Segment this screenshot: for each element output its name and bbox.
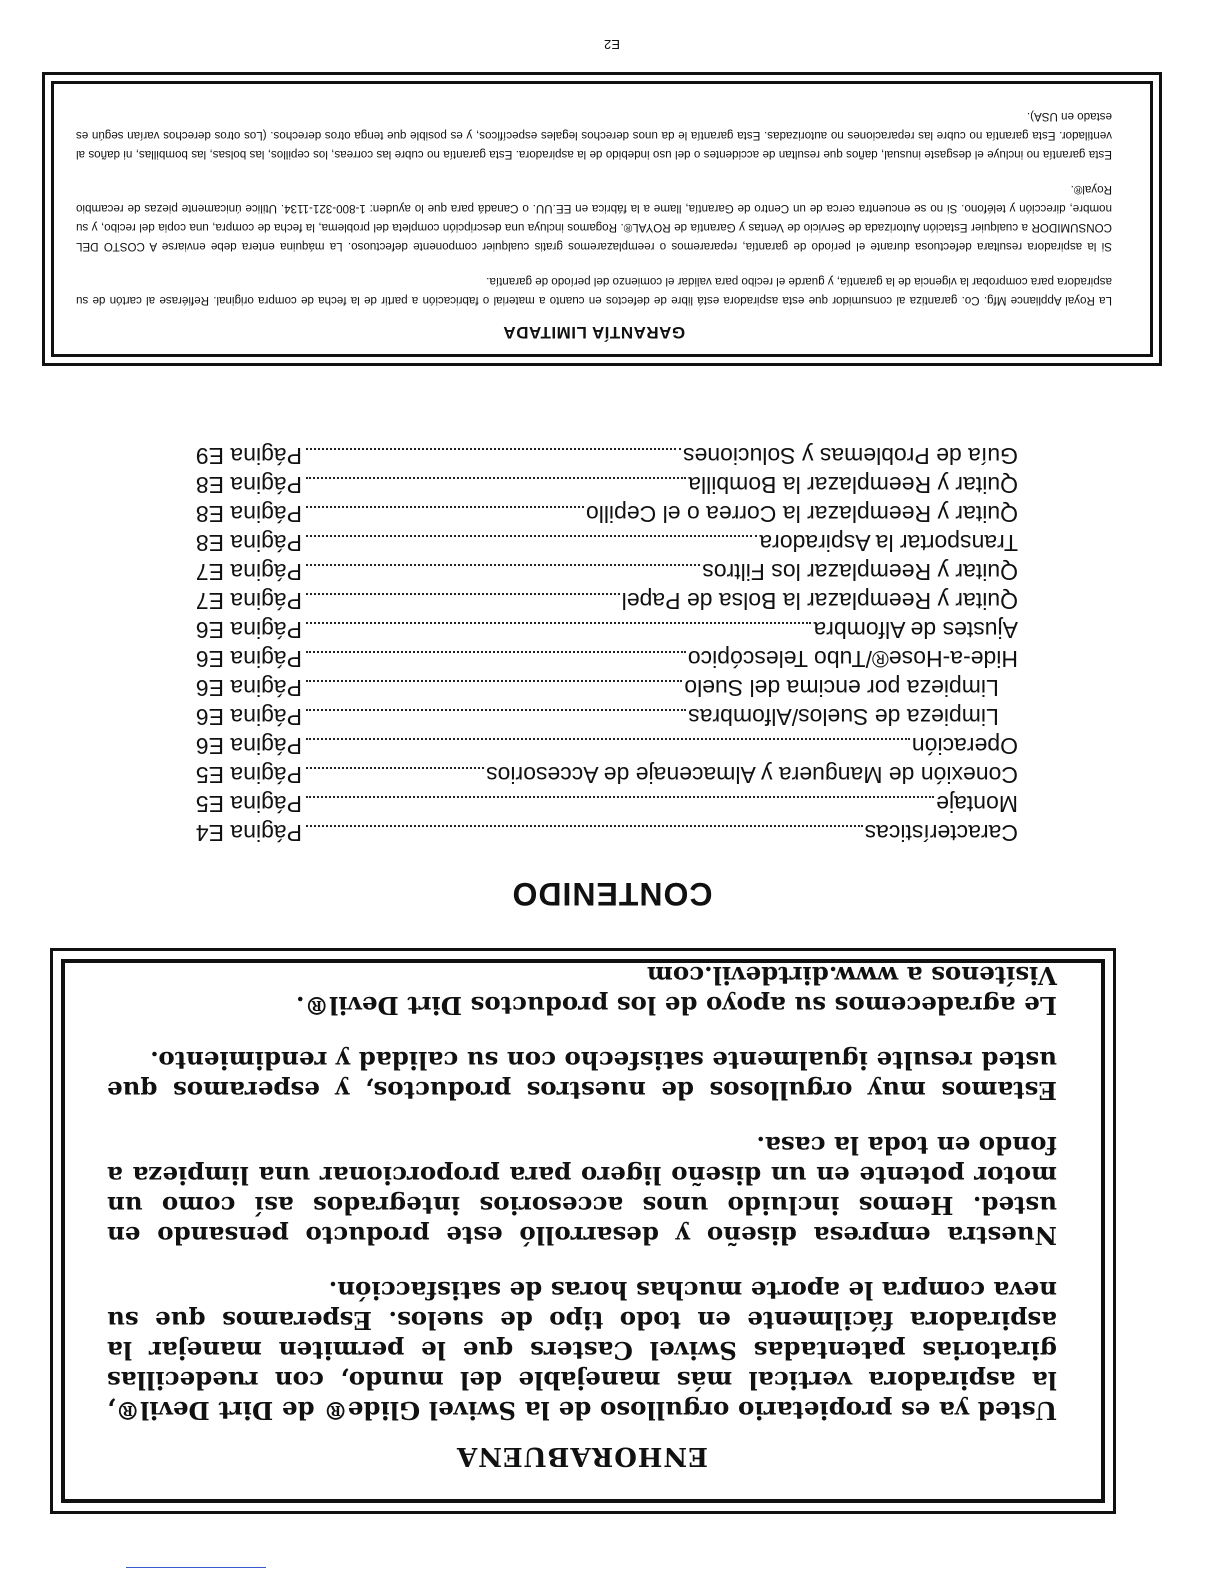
toc-leader-dots: [306, 535, 757, 537]
toc-entry[interactable]: [192, 817, 1018, 846]
toc-entry[interactable]: [192, 440, 1018, 469]
toc-entry-title: Quitar y Reemplazar la Bombilla: [688, 472, 1018, 498]
toc-entry-title: Limpieza de Suelos/Alfombras: [688, 704, 1018, 730]
toc-leader-dots: [306, 448, 681, 450]
toc-entry-page: Página E9: [195, 443, 302, 469]
toc-entry-title: Quitar y Reemplazar los Filtros: [702, 559, 1018, 585]
toc-leader-dots: [306, 651, 686, 653]
toc-entry-title: Quitar y Reemplazar la Bolsa de Papel: [621, 588, 1018, 614]
congratulations-paragraph: Usted ya es propietario orgulloso de la Swivel Glide® de Dirt Devil®, la aspiradora vertical más manejable del mundo, con ruedecillas giratorias patentadas Swivel Casters que le permiten manejar la aspiradora fácilmente en todo tipo de suelos. Esperamos que su neva compra le aporte muchas horas de satisfacción.: [107, 1276, 1057, 1425]
toc-entry-page: Página E8: [195, 472, 302, 498]
toc-entry[interactable]: [192, 701, 1018, 730]
toc-entry-title: Guía de Problemas y Soluciones: [683, 443, 1018, 469]
toc-entry-title: Quitar y Reemplazar la Correa o el Cepillo: [585, 501, 1018, 527]
toc-entry-page: Página E6: [195, 704, 302, 730]
toc-entry[interactable]: [192, 614, 1018, 643]
toc-entry-page: Página E5: [195, 762, 302, 788]
congratulations-box: [50, 948, 1116, 1514]
warranty-inner-frame: [51, 81, 1153, 357]
toc-entry-page: Página E6: [195, 733, 302, 759]
toc-leader-dots: [306, 796, 934, 798]
toc-entry[interactable]: [192, 585, 1018, 614]
congratulations-inner-frame: [61, 959, 1105, 1503]
toc-leader-dots: [306, 477, 686, 479]
congratulations-thanks: Le agradecemos su apoyo de los productos Dirt Devil®.: [296, 991, 1057, 1020]
toc-entry-page: Página E7: [195, 588, 302, 614]
page-number: E2: [604, 37, 620, 52]
toc-leader-dots: [306, 680, 682, 682]
toc-entry[interactable]: [192, 527, 1018, 556]
toc-leader-dots: [306, 738, 910, 740]
warranty-title: GARANTÍA LIMITADA: [502, 323, 686, 342]
toc-leader-dots: [306, 767, 484, 769]
toc-entry-title: Características: [864, 820, 1018, 846]
toc-entry[interactable]: [192, 788, 1018, 817]
toc-entry-page: Página E6: [195, 617, 302, 643]
toc-entry[interactable]: [192, 498, 1018, 527]
toc-entry-page: Página E8: [195, 530, 302, 556]
toc-entry-title: Transportar la Aspiradora: [759, 530, 1018, 556]
warranty-paragraph: Si la aspiradora resultara defectuosa durante el período de garantía, repararemos o reemplazaremos gratis cualquier componente defectuoso. La máquina entera debe enviarse A COSTO DEL CONSUMIDOR a cualquier Estación Autorizada de Servicio de Ventas y Garantía de ROYAL®. Rogamos incluya una descripción completa del problema, la fecha de compra, una copia del recibo, y su nombre, dirección y teléfono. Si no se encuentra cerca de un Centro de Garantía, llame a la fábrica en EE.UU. o Canadá para que lo ayuden: 1-800-321-1134. Utilice únicamente piezas de recambio Royal®.: [76, 183, 1112, 253]
scan-artifact-line: [126, 1567, 266, 1568]
toc-entry-title: Limpieza por encima del Suelo: [684, 675, 1018, 701]
toc-entry-page: Página E6: [195, 646, 302, 672]
toc-leader-dots: [306, 622, 811, 624]
toc-leader-dots: [306, 564, 700, 566]
toc-leader-dots: [306, 593, 620, 595]
toc-entry-page: Página E6: [195, 675, 302, 701]
toc-leader-dots: [306, 709, 686, 711]
toc-entry-title: Montaje: [936, 791, 1018, 817]
toc-entry-title: Hide-a-Hose®/Tubo Telescópico: [687, 646, 1018, 672]
toc-entry-title: Operación: [911, 733, 1018, 759]
toc-entry[interactable]: [192, 730, 1018, 759]
contents-title: CONTENIDO: [511, 876, 713, 912]
toc-leader-dots: [306, 825, 863, 827]
toc-entry[interactable]: [192, 643, 1018, 672]
toc-entry[interactable]: [192, 759, 1018, 788]
toc-entry-page: Página E7: [195, 559, 302, 585]
congratulations-paragraph: Nuestra empresa diseño y desarrolló este producto pensando en usted. Hemos incluido unos accesorios integrados así como un motor potente en un diseño ligero para proporcionar una limpieza a fondo en toda la casa.: [107, 1131, 1057, 1250]
toc-entry-title: Ajustes de Alfombra: [813, 617, 1018, 643]
toc-entry-page: Página E8: [195, 501, 302, 527]
congratulations-title: ENHORABUENA: [456, 1441, 708, 1471]
toc-entry[interactable]: [192, 469, 1018, 498]
warranty-paragraph: Esta garantía no incluye el desgaste inusual, daños que resultan de accidentes o del uso indebido de la aspiradora. Esta garantía no cubre las correas, los cepillos, las bolsas, las bombillas, ni daños al ventilador. Esta garantía no cubre las reparaciones no autorizadas. Esta garantía le da unos derechos legales específicos, y es posible que tenga otros derechos. (Los otros derechos varían según es estado en USA).: [76, 110, 1112, 161]
congratulations-paragraph: Estamos muy orgullosos de nuestros productos, y esperamos que usted resulte igualmente satisfecho con su calidad y rendimiento.: [107, 1046, 1057, 1105]
toc-entry[interactable]: [192, 556, 1018, 585]
warranty-box: [42, 72, 1162, 366]
toc-entry-page: Página E5: [195, 791, 302, 817]
warranty-paragraph: La Royal Appliance Mfg. Co. garantiza al consumidor que esta aspiradora está libre de defectos en cuanto a material o fabricación a partir de la fecha de compra original. Refiérase al cartón de su aspiradora para comprobar la vigencia de la garantía, y guarde el recibo para validar el comienzo del período de garantía.: [76, 275, 1112, 307]
website-line: Visítenos a www.dirtdevil.com: [646, 961, 1057, 990]
toc-entry-title: Conexión de Manguera y Almacenaje de Accesorios: [486, 762, 1018, 788]
toc-entry[interactable]: [192, 672, 1018, 701]
table-of-contents: [192, 440, 1018, 846]
toc-leader-dots: [306, 506, 584, 508]
toc-entry-page: Página E4: [195, 820, 302, 846]
